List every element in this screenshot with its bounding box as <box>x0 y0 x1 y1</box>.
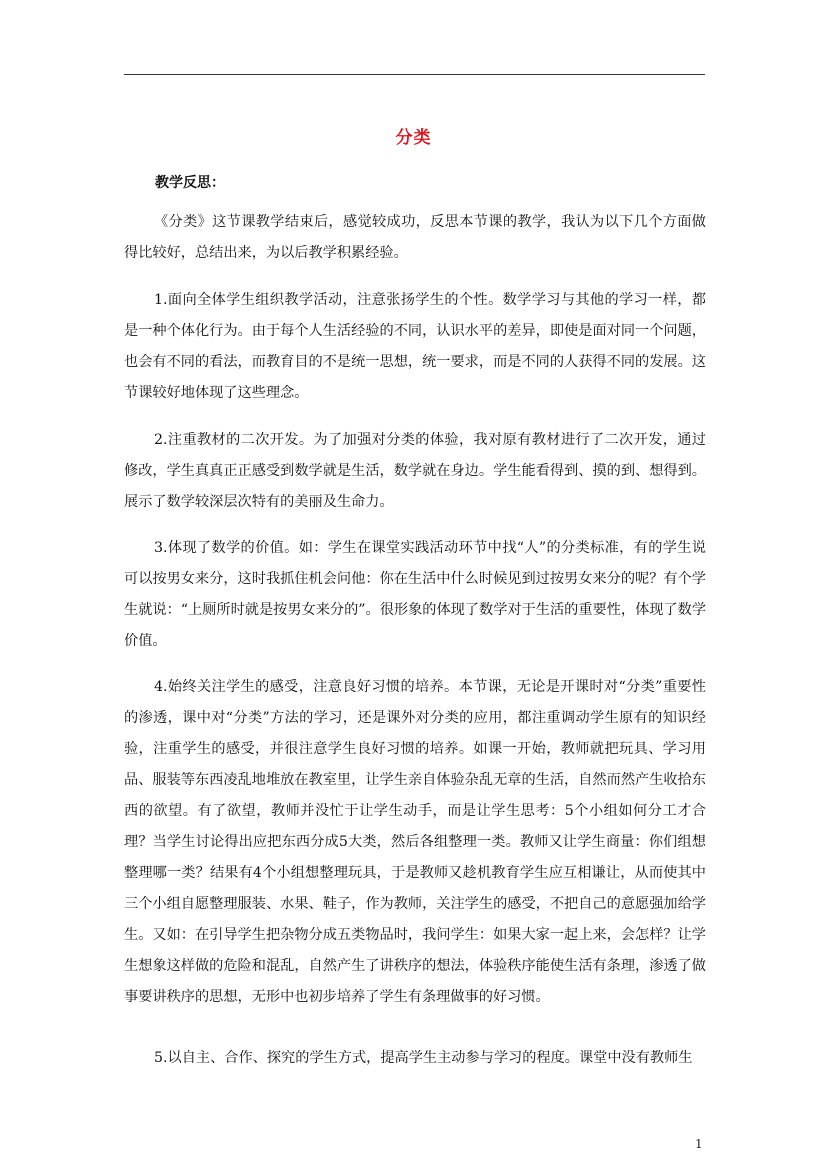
paragraph-point-5: 5.以自主、合作、探究的学生方式，提高学生主动参与学习的程度。课堂中没有教师生 <box>154 1050 693 1066</box>
paragraph-point-3: 3.体现了数学的价值。如：学生在课堂实践活动环节中找“人”的分类标准，有的学生说可以按男女来分，这时我抓住机会问他：你在生活中什么时候见到过按男女来分的呢？有个学生就说：“上厕所时就是按男女来分的”。很形象的体现了数学对于生活的重要性，体现了数学价值。 <box>124 540 707 649</box>
paragraph-point-2: 2.注重教材的二次开发。为了加强对分类的体验，我对原有教材进行了二次开发，通过修改，学生真真正正感受到数学就是生活，数学就在身边。学生能看得到、摸的到、想得到。展示了数学较深层次特有的美丽及生命力。 <box>124 432 706 510</box>
paragraph-point-1: 1.面向全体学生组织教学活动，注意张扬学生的个性。数学学习与其他的学习一样，都是一种个体化行为。由于每个人生活经验的不同，认识水平的差异，即使是面对同一个问题，也会有不同的看法，而教育目的不是统一思想，统一要求，而是不同的人获得不同的发展。这节课较好地体现了这些理念。 <box>124 292 706 401</box>
section-heading: 教学反思： <box>155 175 225 191</box>
paragraph-point-4: 4.始终关注学生的感受，注意良好习惯的培养。本节课，无论是开课时对“分类”重要性的渗透，课中对“分类”方法的学习，还是课外对分类的应用，都注重调动学生原有的知识经验，注重学生的感受，并很注意学生良好习惯的培养。如课一开始，教师就把玩具、学习用品、服装等东西凌乱地堆放在教室里，让学生亲自体验杂乱无章的生活，自然而然产生收拾东西的欲望。有了欲望，教师并没忙于让学生动手，而是让学生思考：5个小组如何分工才合理？当学生讨论得出应把东西分成5大类，然后各组整理一类。教师又让学生商量：你们组想整理哪一类？结果有4个小组想整理玩具，于是教师又趁机教育学生应互相谦让，从而使其中三个小组自愿整理服装、水果、鞋子，作为教师，关注学生的感受，不把自己的意愿强加给学生。又如：在引导学生把杂物分成五类物品时，我问学生：如果大家一起上来，会怎样？让学生想象这样做的危险和混乱，自然产生了讲秩序的想法，体验秩序能使生活有条理，渗透了做事要讲秩序的思想，无形中也初步培养了学生有条理做事的好习惯。 <box>124 679 706 1005</box>
header-rule <box>124 74 705 75</box>
document-title: 分类 <box>395 128 432 148</box>
paragraph-intro: 《分类》这节课教学结束后，感觉较成功，反思本节课的教学，我认为以下几个方面做得比较好，总结出来，为以后教学积累经验。 <box>124 214 706 261</box>
page-number: 1 <box>695 1137 703 1151</box>
